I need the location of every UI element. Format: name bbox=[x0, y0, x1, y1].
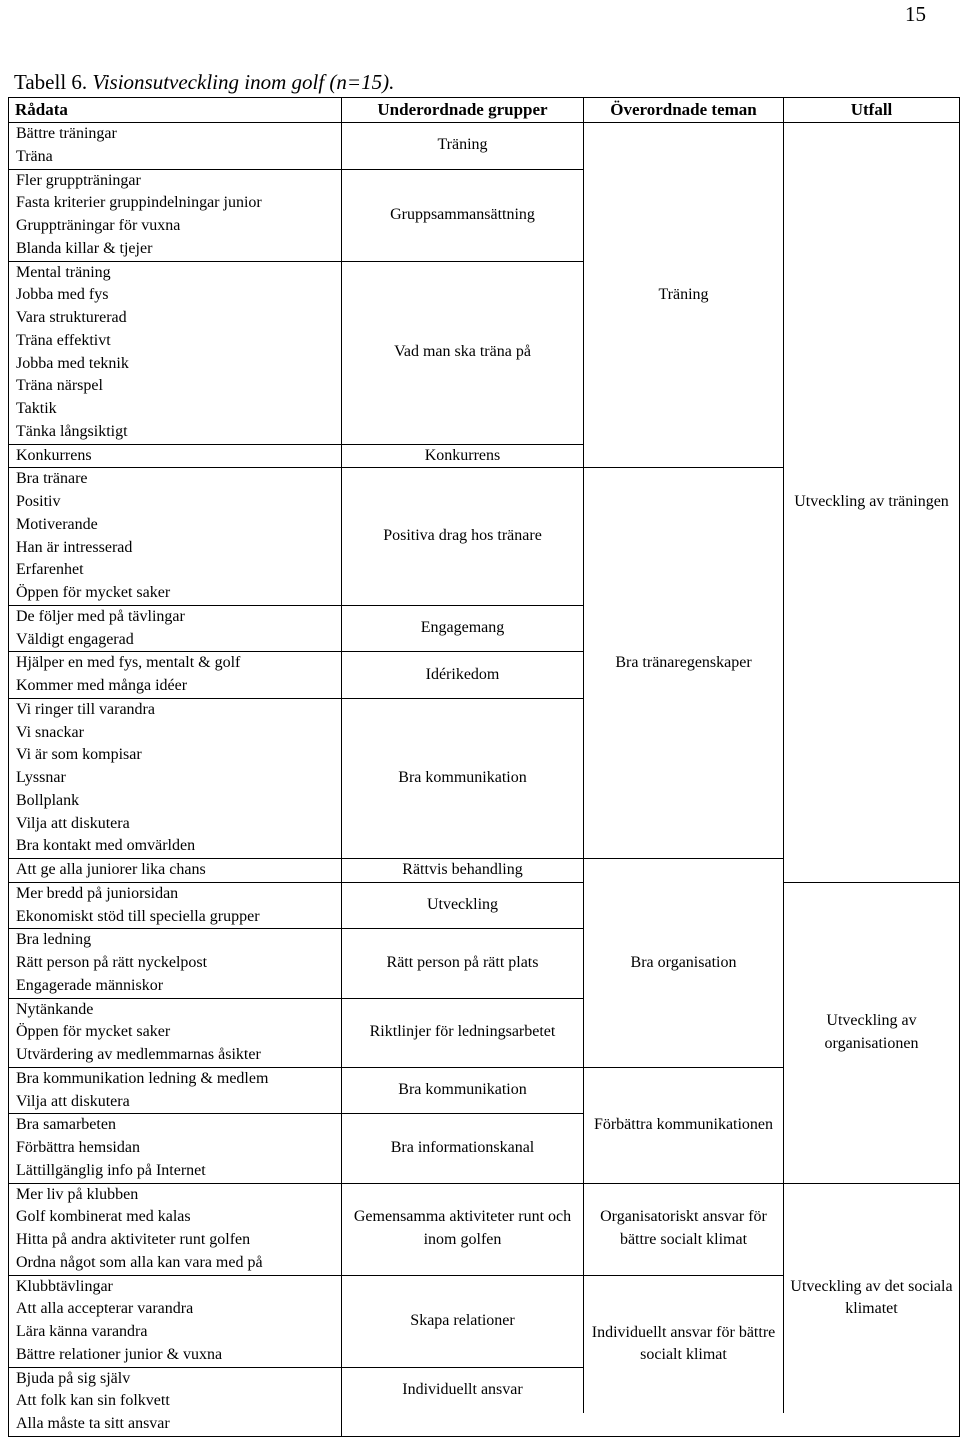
subgroup-cell: Idérikedom bbox=[342, 652, 584, 699]
raw-data-cell: Vi ringer till varandra bbox=[9, 698, 342, 721]
subgroup-cell: Gemensamma aktiviteter runt och inom golfen bbox=[342, 1183, 584, 1275]
caption-label: Tabell 6. bbox=[14, 70, 88, 94]
raw-data-cell: Konkurrens bbox=[9, 444, 342, 468]
header-theme: Överordnade teman bbox=[584, 98, 784, 123]
raw-data-cell: Träna bbox=[9, 146, 342, 169]
raw-data-cell: Kommer med många idéer bbox=[9, 675, 342, 698]
theme-cell: Bra tränaregenskaper bbox=[584, 468, 784, 859]
table-caption bbox=[14, 70, 394, 95]
raw-data-cell: Förbättra hemsidan bbox=[9, 1137, 342, 1160]
raw-data-cell: Ekonomiskt stöd till speciella grupper bbox=[9, 906, 342, 929]
raw-data-cell: Bjuda på sig själv bbox=[9, 1367, 342, 1390]
subgroup-cell: Rättvis behandling bbox=[342, 859, 584, 883]
table-row bbox=[9, 882, 960, 905]
theme-cell: Träning bbox=[584, 123, 784, 468]
theme-cell: Förbättra kommunikationen bbox=[584, 1067, 784, 1183]
raw-data-cell: Bättre relationer junior & vuxna bbox=[9, 1344, 342, 1367]
theme-cell: Organisatoriskt ansvar för bättre socialt klimat bbox=[584, 1183, 784, 1275]
raw-data-cell: Han är intresserad bbox=[9, 537, 342, 560]
raw-data-cell: Öppen för mycket saker bbox=[9, 582, 342, 605]
raw-data-cell: Blanda killar & tjejer bbox=[9, 238, 342, 261]
subgroup-cell: Skapa relationer bbox=[342, 1275, 584, 1367]
subgroup-cell: Individuellt ansvar bbox=[342, 1367, 584, 1413]
raw-data-cell: Vi snackar bbox=[9, 722, 342, 745]
raw-data-cell: Fasta kriterier gruppindelningar junior bbox=[9, 192, 342, 215]
raw-data-cell: Hjälper en med fys, mentalt & golf bbox=[9, 652, 342, 675]
subgroup-cell: Engagemang bbox=[342, 605, 584, 652]
raw-data-cell: Vara strukturerad bbox=[9, 307, 342, 330]
raw-data-cell: Träna effektivt bbox=[9, 330, 342, 353]
raw-data-cell: Träna närspel bbox=[9, 375, 342, 398]
raw-data-cell: Golf kombinerat med kalas bbox=[9, 1206, 342, 1229]
outcome-cell: Utveckling av träningen bbox=[794, 493, 949, 510]
subgroup-cell: Konkurrens bbox=[342, 444, 584, 468]
table-row bbox=[9, 1413, 960, 1436]
raw-data-cell: Taktik bbox=[9, 398, 342, 421]
outcome-cell: Utveckling av det sociala klimatet bbox=[784, 1183, 960, 1413]
header-sub: Underordnade grupper bbox=[342, 98, 584, 123]
raw-data-cell: Väldigt engagerad bbox=[9, 629, 342, 652]
raw-data-cell: Jobba med fys bbox=[9, 284, 342, 307]
raw-data-cell: Bra kommunikation ledning & medlem bbox=[9, 1067, 342, 1090]
raw-data-cell: Bra tränare bbox=[9, 468, 342, 491]
raw-data-cell: Vi är som kompisar bbox=[9, 744, 342, 767]
raw-data-cell: Alla måste ta sitt ansvar bbox=[9, 1413, 342, 1436]
subgroup-cell: Bra kommunikation bbox=[342, 698, 584, 858]
raw-data-cell: Vilja att diskutera bbox=[9, 813, 342, 836]
raw-data-cell: Erfarenhet bbox=[9, 559, 342, 582]
raw-data-cell: Att alla accepterar varandra bbox=[9, 1298, 342, 1321]
raw-data-cell: Att folk kan sin folkvett bbox=[9, 1390, 342, 1413]
raw-data-cell: Engagerade människor bbox=[9, 975, 342, 998]
theme-cell: Individuellt ansvar för bättre socialt klimat bbox=[584, 1275, 784, 1413]
subgroup-cell: Utveckling bbox=[342, 882, 584, 929]
raw-data-cell: Hitta på andra aktiviteter runt golfen bbox=[9, 1229, 342, 1252]
subgroup-cell: Vad man ska träna på bbox=[342, 261, 584, 444]
subgroup-cell: Gruppsammansättning bbox=[342, 169, 584, 261]
subgroup-cell: Träning bbox=[342, 123, 584, 170]
raw-data-cell: Mer bredd på juniorsidan bbox=[9, 882, 342, 905]
raw-data-cell: Nytänkande bbox=[9, 998, 342, 1021]
vision-table bbox=[8, 97, 960, 1437]
subgroup-cell: Positiva drag hos tränare bbox=[342, 468, 584, 606]
raw-data-cell: Utvärdering av medlemmarnas åsikter bbox=[9, 1044, 342, 1067]
raw-data-cell: De följer med på tävlingar bbox=[9, 605, 342, 628]
raw-data-cell: Fler gruppträningar bbox=[9, 169, 342, 192]
raw-data-cell: Lära känna varandra bbox=[9, 1321, 342, 1344]
raw-data-cell: Mental träning bbox=[9, 261, 342, 284]
raw-data-cell: Motiverande bbox=[9, 514, 342, 537]
header-raw: Rådata bbox=[9, 98, 342, 123]
raw-data-cell: Jobba med teknik bbox=[9, 353, 342, 376]
raw-data-cell: Positiv bbox=[9, 491, 342, 514]
header-row bbox=[9, 98, 960, 123]
table-row bbox=[9, 1183, 960, 1206]
caption-title: Visionsutveckling inom golf (n=15). bbox=[92, 70, 395, 94]
table-row bbox=[9, 123, 960, 146]
raw-data-cell: Att ge alla juniorer lika chans bbox=[9, 859, 342, 883]
raw-data-cell: Lyssnar bbox=[9, 767, 342, 790]
raw-data-cell: Vilja att diskutera bbox=[9, 1091, 342, 1114]
subgroup-cell: Bra kommunikation bbox=[342, 1067, 584, 1114]
raw-data-cell: Bra samarbeten bbox=[9, 1114, 342, 1137]
raw-data-cell: Bollplank bbox=[9, 790, 342, 813]
subgroup-cell: Bra informationskanal bbox=[342, 1114, 584, 1183]
raw-data-cell: Rätt person på rätt nyckelpost bbox=[9, 952, 342, 975]
raw-data-cell: Bra kontakt med omvärlden bbox=[9, 835, 342, 858]
raw-data-cell: Gruppträningar för vuxna bbox=[9, 215, 342, 238]
raw-data-cell: Tänka långsiktigt bbox=[9, 421, 342, 444]
raw-data-cell: Lättillgänglig info på Internet bbox=[9, 1160, 342, 1183]
subgroup-cell: Riktlinjer för ledningsarbetet bbox=[342, 998, 584, 1067]
raw-data-cell: Bra ledning bbox=[9, 929, 342, 952]
raw-data-cell: Ordna något som alla kan vara med på bbox=[9, 1252, 342, 1275]
raw-data-cell: Öppen för mycket saker bbox=[9, 1021, 342, 1044]
page-number: 15 bbox=[905, 2, 926, 26]
theme-cell: Bra organisation bbox=[584, 859, 784, 1068]
header-outcome: Utfall bbox=[784, 98, 960, 123]
subgroup-cell: Rätt person på rätt plats bbox=[342, 929, 584, 998]
outcome-cell: Utveckling av organisationen bbox=[784, 882, 960, 1183]
raw-data-cell: Bättre träningar bbox=[9, 123, 342, 146]
raw-data-cell: Mer liv på klubben bbox=[9, 1183, 342, 1206]
raw-data-cell: Klubbtävlingar bbox=[9, 1275, 342, 1298]
